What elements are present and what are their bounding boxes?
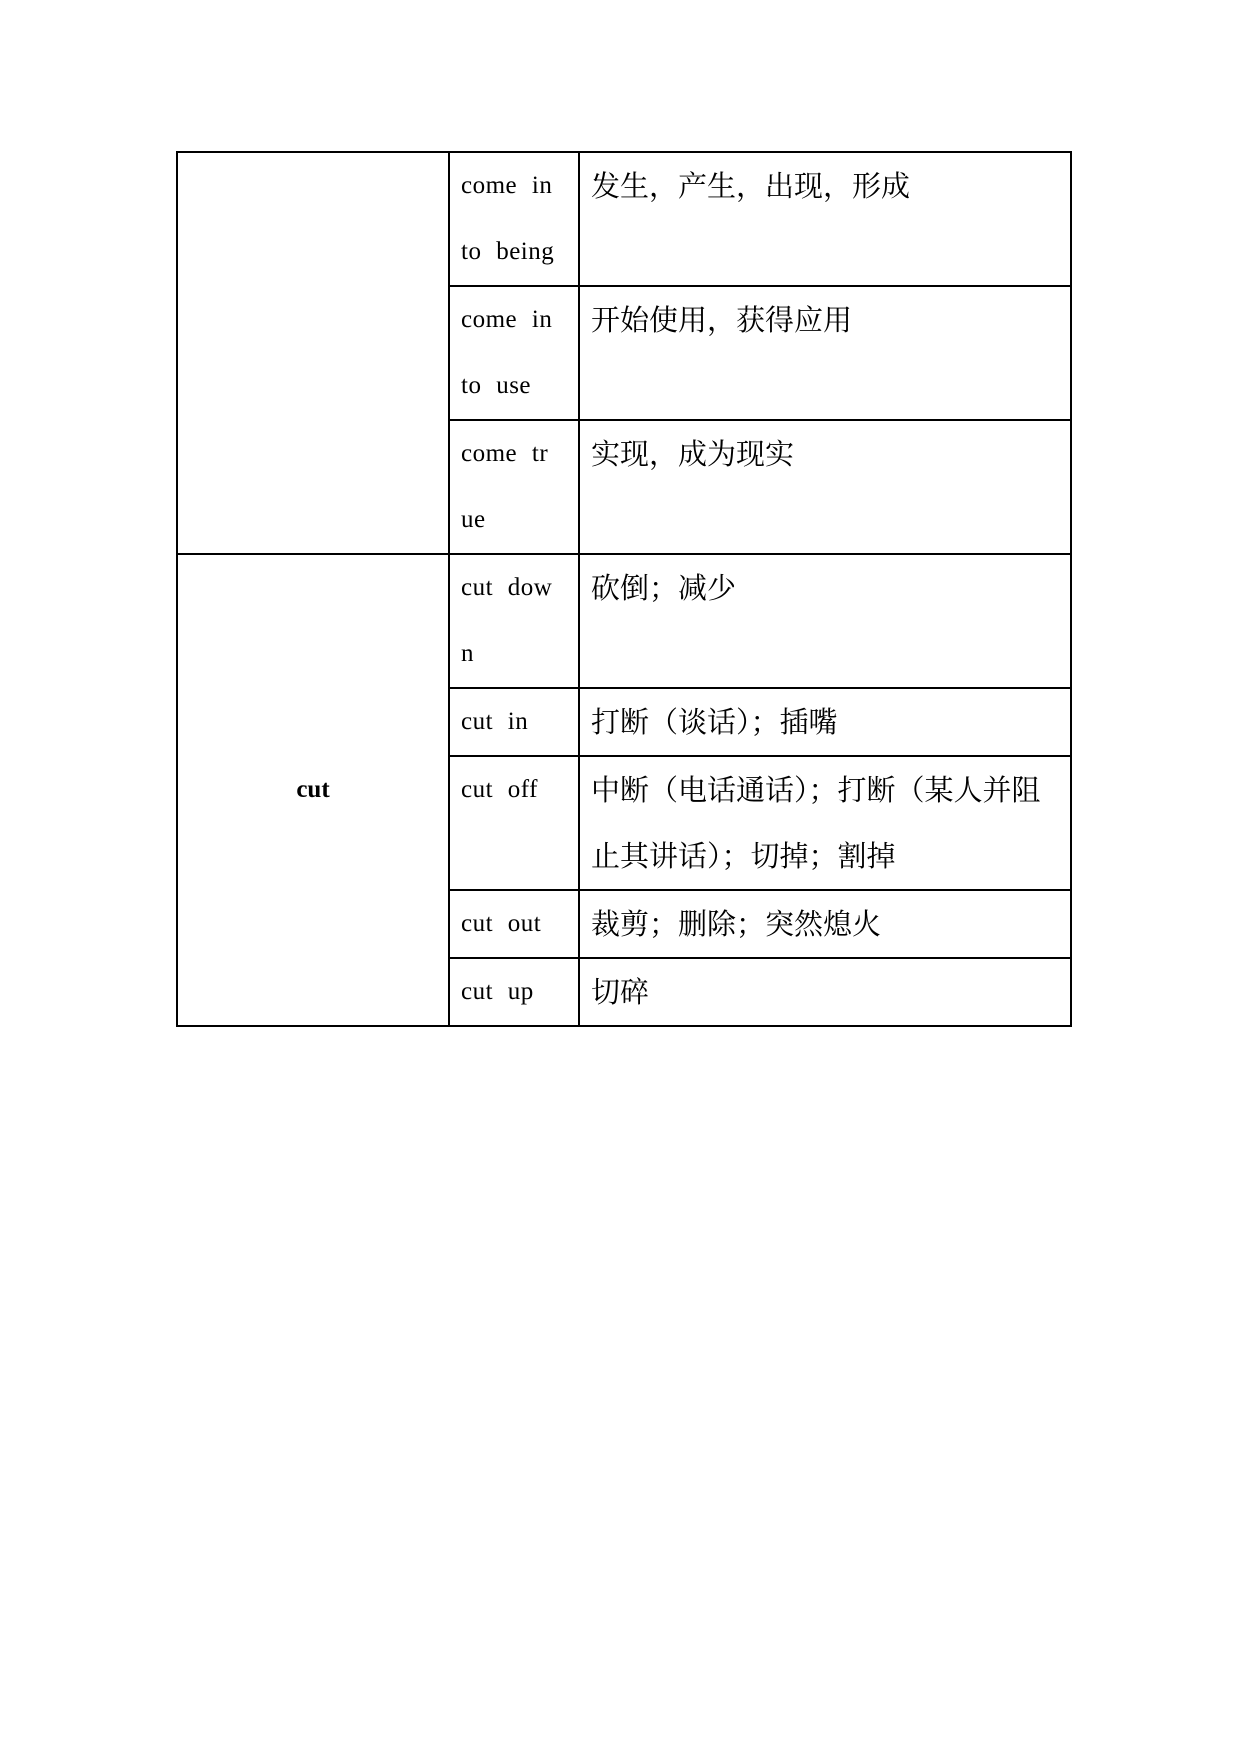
meaning-cell: 开始使用，获得应用 <box>579 286 1071 420</box>
meaning-cell: 砍倒；减少 <box>579 554 1071 688</box>
meaning-cell: 实现，成为现实 <box>579 420 1071 554</box>
phrase-cell: cut out <box>449 890 579 958</box>
meaning-cell: 打断（谈话）；插嘴 <box>579 688 1071 756</box>
phrase-cell: cut dow n <box>449 554 579 688</box>
phrase-cell: come tr ue <box>449 420 579 554</box>
phrase-cell: cut up <box>449 958 579 1026</box>
phrase-cell: come in to use <box>449 286 579 420</box>
meaning-cell: 发生，产生，出现，形成 <box>579 152 1071 286</box>
table-row <box>177 152 1071 286</box>
phrase-cell: cut in <box>449 688 579 756</box>
phrase-cell: come in to being <box>449 152 579 286</box>
table-row <box>177 554 1071 688</box>
meaning-cell: 切碎 <box>579 958 1071 1026</box>
phrase-cell: cut off <box>449 756 579 890</box>
meaning-cell: 裁剪；删除；突然熄火 <box>579 890 1071 958</box>
headword-cell: cut <box>177 554 449 1026</box>
meaning-cell: 中断（电话通话）；打断（某人并阻止其讲话）；切掉；割掉 <box>579 756 1071 890</box>
headword-cell <box>177 152 449 554</box>
phrase-table <box>176 151 1072 1027</box>
